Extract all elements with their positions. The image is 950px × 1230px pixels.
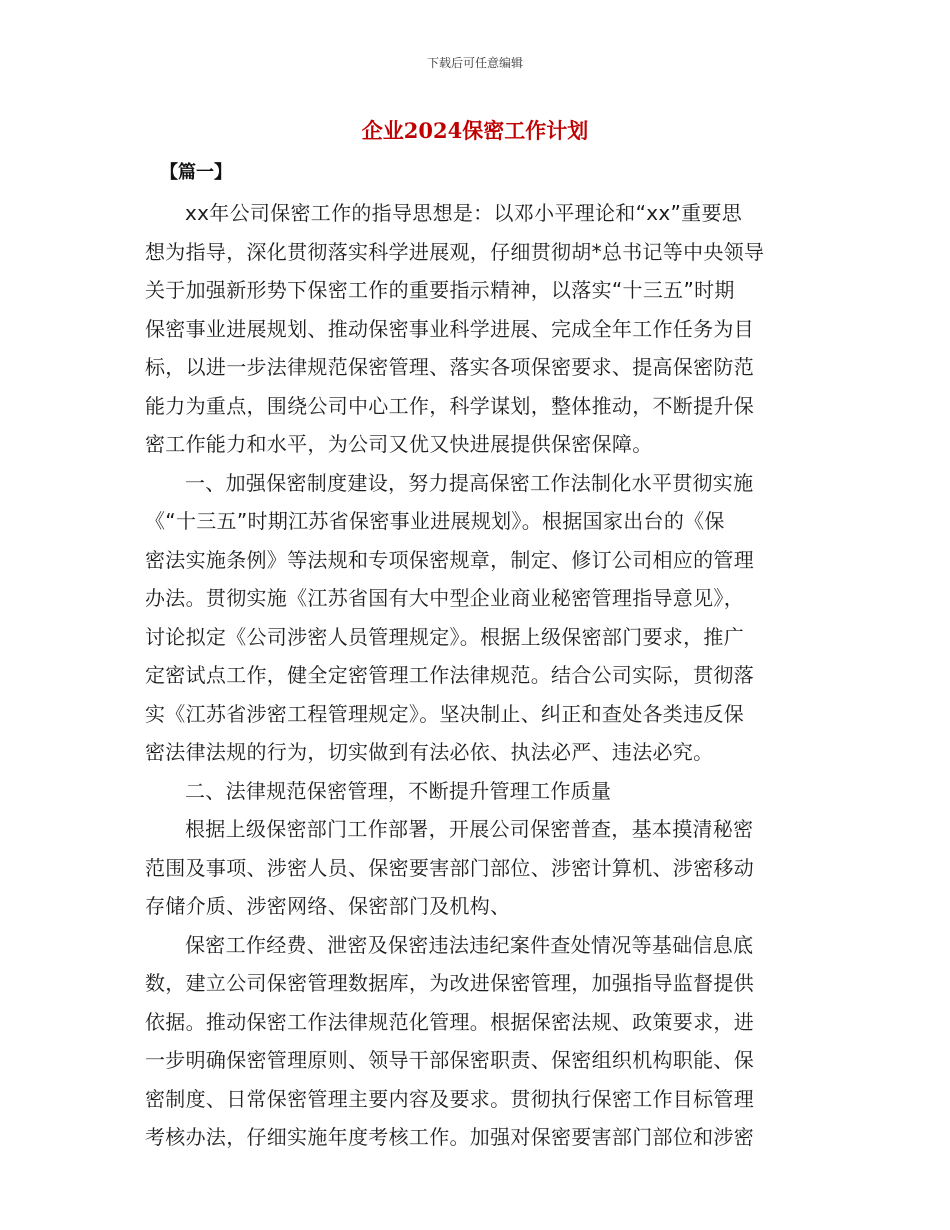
- paragraph-line: 考核办法，仔细实施年度考核工作。加强对保密要害部门部位和涉密: [145, 1125, 754, 1149]
- paragraph-line: 标，以进一步法律规范保密管理、落实各项保密要求、提高保密防范: [145, 355, 754, 379]
- paragraph: [145, 926, 797, 1157]
- paragraph-line: 想为指导，深化贯彻落实科学进展观，仔细贯彻胡*总书记等中央领导: [145, 239, 765, 264]
- paragraph-line: 《“十三五”时期江苏省保密事业进展规划》。根据国家出台的《保: [145, 509, 725, 533]
- paragraph-line: 关于加强新形势下保密工作的重要指示精神，以落实“十三五”时期: [145, 278, 735, 302]
- paragraph-line: 根据上级保密部门工作部署，开展公司保密普查，基本摸清秘密: [185, 817, 754, 841]
- paragraph-line: xx年公司保密工作的指导思想是：以邓小平理论和“xx”重要思: [185, 201, 743, 225]
- paragraph-line: 二、法律规范保密管理，不断提升管理工作质量: [185, 778, 612, 803]
- paragraph-line: 数，建立公司保密管理数据库，为改进保密管理，加强指导监督提供: [145, 971, 754, 995]
- paragraph: [145, 464, 797, 772]
- paragraph: [145, 194, 797, 464]
- paragraph-line: 范围及事项、涉密人员、保密要害部门部位、涉密计算机、涉密移动: [145, 855, 754, 880]
- paragraph-line: 密制度、日常保密管理主要内容及要求。贯彻执行保密工作目标管理: [145, 1086, 754, 1111]
- paragraph-line: 办法。贯彻实施《江苏省国有大中型企业商业秘密管理指导意见》，: [145, 586, 744, 610]
- paragraph-line: 密法实施条例》等法规和专项保密规章，制定、修订公司相应的管理: [145, 547, 754, 572]
- section-label: 【篇一】: [160, 162, 232, 183]
- paragraph-line: 保密工作经费、泄密及保密违法违纪案件查处情况等基础信息底: [185, 932, 754, 957]
- paragraph-line: 讨论拟定《公司涉密人员管理规定》。根据上级保密部门要求，推广: [145, 624, 744, 649]
- paragraph-line: 定密试点工作，健全定密管理工作法律规范。结合公司实际，贯彻落: [145, 663, 754, 687]
- paragraph-line: 一、加强保密制度建设，努力提高保密工作法制化水平贯彻实施: [185, 470, 754, 495]
- document-title: 企业2024保密工作计划: [361, 118, 589, 143]
- paragraph-line: 一步明确保密管理原则、领导干部保密职责、保密组织机构职能、保: [145, 1048, 754, 1072]
- paragraph-line: 密工作能力和水平，为公司又优又快进展提供保密保障。: [145, 432, 653, 456]
- document-body: [145, 194, 797, 1157]
- paragraph-line: 存储介质、涉密网络、保密部门及机构、: [145, 894, 511, 918]
- paragraph-line: 密法律法规的行为，切实做到有法必依、执法必严、违法必究。: [145, 740, 714, 764]
- paragraph-line: 保密事业进展规划、推动保密事业科学进展、完成全年工作任务为目: [145, 316, 754, 341]
- paragraph-line: 实《江苏省涉密工程管理规定》。坚决制止、纠正和查处各类违反保: [145, 701, 744, 726]
- header-note: 下载后可任意编辑: [426, 56, 523, 70]
- paragraph-line: 依据。推动保密工作法律规范化管理。根据保密法规、政策要求，进: [145, 1009, 754, 1034]
- paragraph-line: 能力为重点，围绕公司中心工作，科学谋划，整体推动，不断提升保: [145, 393, 754, 418]
- paragraph: [145, 810, 797, 926]
- paragraph: [145, 772, 797, 811]
